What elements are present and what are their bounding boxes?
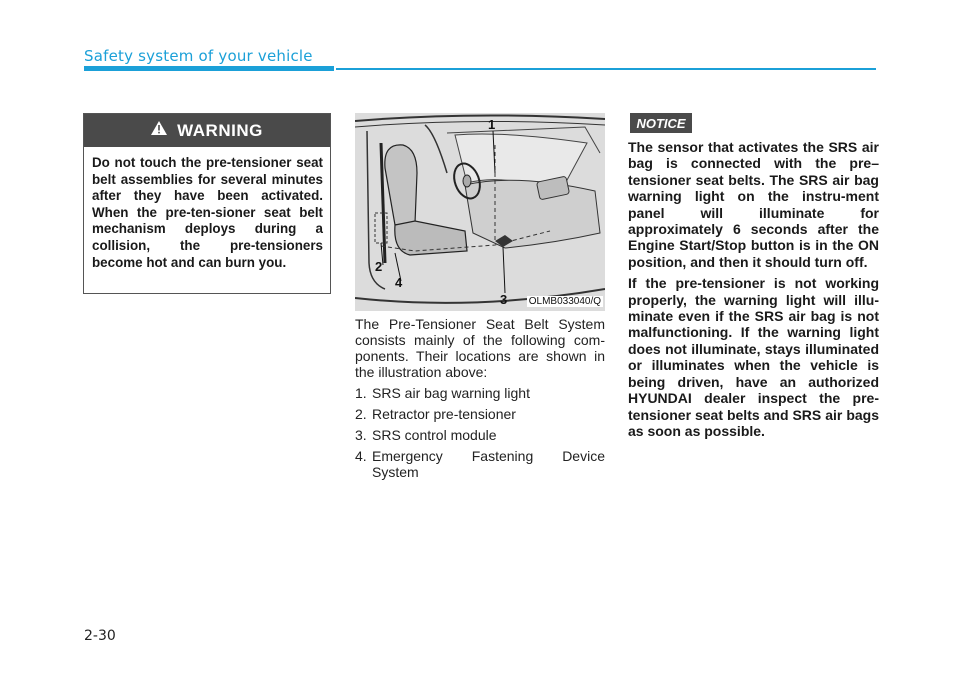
- component-list: [355, 385, 605, 480]
- list-item: 4. Emergency Fastening Device System: [355, 448, 605, 480]
- list-item: 3. SRS control module: [355, 427, 497, 443]
- section-title: Safety system of your vehicle: [84, 47, 313, 65]
- callout-2: 2: [375, 259, 383, 274]
- notice-column: [628, 139, 879, 444]
- header-rule-accent: [84, 66, 334, 71]
- warning-triangle-icon: [151, 121, 167, 140]
- intro-paragraph: The Pre-Tensioner Seat Belt System consists mainly of the following com-ponents. Their locations are shown in the illustration above:: [355, 316, 605, 380]
- pretensioner-illustration: [355, 113, 605, 311]
- warning-header: [84, 114, 330, 147]
- notice-paragraph-1: The sensor that activates the SRS air bag is connected with the pre–tensioner seat belts. The SRS air bag warning light on the instru-ment panel will illuminate for approximately 6 seconds after the Engine Start/Stop button is in the ON position, and then it should turn off.: [628, 139, 879, 270]
- list-item: 2. Retractor pre-tensioner: [355, 406, 516, 422]
- callout-3: 3: [500, 292, 508, 307]
- list-item: 1. SRS air bag warning light: [355, 385, 530, 401]
- notice-paragraph-2: If the pre-tensioner is not working properly, the warning light will illu-minate even if the SRS air bag is not malfunctioning. If the warning light does not illuminate, stays illuminated or illuminates when the vehicle is being driven, have an authorized HYUNDAI dealer inspect the pre-tensioner seat belts and SRS air bags as soon as possible.: [628, 275, 879, 439]
- car-interior-drawing: [355, 113, 605, 311]
- main-column: [355, 316, 605, 485]
- warning-box: [83, 113, 331, 294]
- notice-badge: NOTICE: [630, 113, 692, 133]
- callout-4: 4: [395, 275, 403, 290]
- warning-text: Do not touch the pre-tensioner seat belt assemblies for several minutes after they have been activated. When the pre-ten-sioner seat belt mechanism deploys during a collision, the pre-tensioners become hot and can burn you.: [92, 155, 323, 270]
- header-rule: [336, 68, 876, 70]
- page-number: 2-30: [84, 628, 116, 644]
- figure-caption: OLMB033040/Q: [528, 296, 601, 307]
- warning-label: WARNING: [177, 120, 263, 140]
- callout-1: 1: [488, 117, 496, 132]
